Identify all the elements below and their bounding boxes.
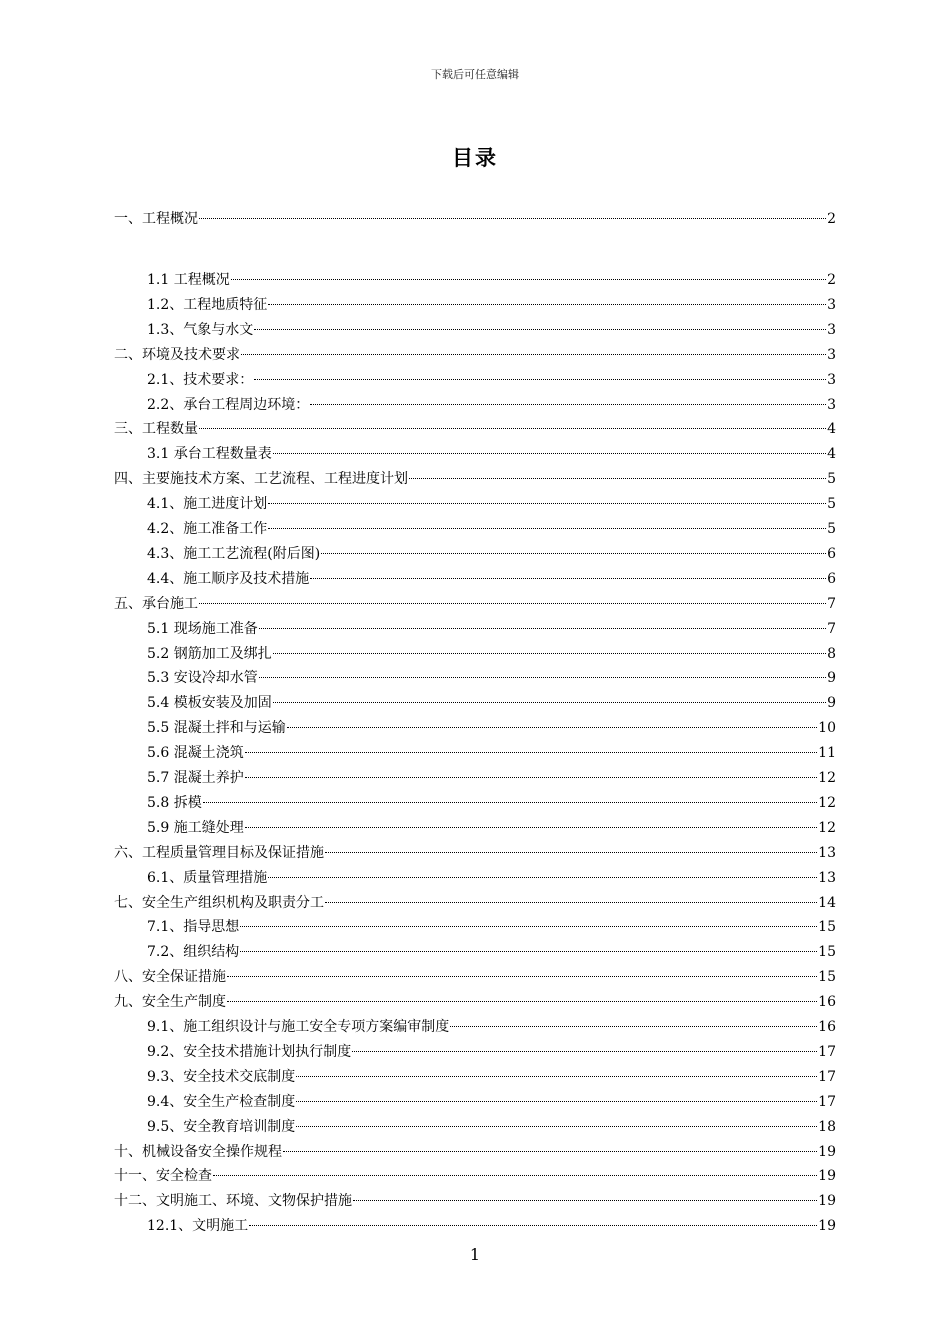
- toc-entry[interactable]: [147, 569, 836, 589]
- toc-entry-label: 9.5、安全教育培训制度: [147, 1118, 296, 1135]
- toc-entry-label: 5.5 混凝土拌和与运输: [147, 720, 286, 737]
- toc-dot-leader: [245, 777, 817, 778]
- toc-entry[interactable]: [114, 469, 836, 489]
- toc-entry-page: 14: [818, 894, 836, 911]
- toc-entry-label: 2.2、承台工程周边环境：: [147, 396, 310, 413]
- toc-entry-label: 十二、文明施工、环境、文物保护措施: [114, 1193, 352, 1210]
- toc-entry-page: 10: [818, 720, 836, 737]
- toc-dot-leader: [231, 279, 826, 280]
- toc-dot-leader: [353, 1200, 817, 1201]
- toc-entry[interactable]: [147, 295, 836, 315]
- toc-entry[interactable]: [147, 644, 836, 664]
- toc-entry-label: 十、机械设备安全操作规程: [114, 1143, 282, 1160]
- toc-entry[interactable]: [147, 270, 836, 290]
- toc-entry-page: 17: [818, 1068, 836, 1085]
- toc-entry[interactable]: [114, 992, 836, 1012]
- toc-entry-page: 19: [818, 1193, 836, 1210]
- toc-entry[interactable]: [147, 743, 836, 763]
- toc-entry-label: 4.1、施工进度计划: [147, 496, 268, 513]
- toc-entry-page: 7: [827, 620, 836, 637]
- toc-entry-page: 15: [818, 969, 836, 986]
- toc-dot-leader: [296, 1126, 817, 1127]
- toc-entry-label: 4.3、施工工艺流程(附后图): [147, 545, 321, 562]
- toc-entry-label: 六、工程质量管理目标及保证措施: [114, 844, 324, 861]
- toc-entry[interactable]: [114, 209, 836, 229]
- toc-dot-leader: [268, 528, 826, 529]
- toc-entry-page: 19: [818, 1143, 836, 1160]
- toc-entry[interactable]: [114, 967, 836, 987]
- toc-entry[interactable]: [147, 1092, 836, 1112]
- toc-dot-leader: [296, 1101, 817, 1102]
- toc-entry-label: 7.1、指导思想: [147, 919, 240, 936]
- toc-entry[interactable]: [147, 818, 836, 838]
- toc-entry[interactable]: [114, 843, 836, 863]
- toc-dot-leader: [259, 677, 826, 678]
- toc-entry-label: 5.4 模板安装及加固: [147, 695, 272, 712]
- toc-entry-page: 8: [827, 645, 836, 662]
- toc-entry-page: 12: [818, 819, 836, 836]
- toc-entry-label: 5.7 混凝土养护: [147, 770, 244, 786]
- toc-entry-page: 6: [827, 545, 836, 562]
- toc-entry-label: 6.1、质量管理措施: [147, 869, 268, 886]
- toc-dot-leader: [409, 478, 826, 479]
- toc-entry[interactable]: [147, 519, 836, 539]
- toc-entry-label: 一、工程概况: [114, 211, 198, 227]
- toc-entry-label: 9.3、安全技术交底制度: [147, 1068, 296, 1085]
- toc-entry[interactable]: [147, 395, 836, 415]
- toc-entry[interactable]: [114, 1166, 836, 1186]
- toc-entry-label: 5.3 安设冷却水管: [147, 670, 258, 687]
- toc-dot-leader: [310, 404, 826, 405]
- toc-entry[interactable]: [114, 594, 836, 614]
- toc-entry-page: 13: [818, 844, 836, 861]
- toc-entry-label: 九、安全生产制度: [114, 994, 226, 1011]
- toc-entry-page: 9: [827, 695, 836, 712]
- toc-entry[interactable]: [147, 320, 836, 340]
- toc-entry-page: 3: [827, 396, 836, 413]
- toc-entry[interactable]: [114, 419, 836, 439]
- toc-dot-leader: [268, 877, 817, 878]
- toc-entry-label: 五、承台施工: [114, 595, 198, 612]
- toc-dot-leader: [240, 926, 817, 927]
- toc-entry-label: 4.4、施工顺序及技术措施: [147, 570, 310, 587]
- toc-entry-label: 5.6 混凝土浇筑: [147, 745, 244, 762]
- toc-entry-page: 19: [818, 1218, 836, 1235]
- toc-entry-label: 9.2、安全技术措施计划执行制度: [147, 1043, 352, 1060]
- toc-entry-label: 八、安全保证措施: [114, 969, 226, 986]
- toc-entry-page: 3: [827, 296, 836, 313]
- toc-entry-label: 四、主要施技术方案、工艺流程、工程进度计划: [114, 471, 408, 488]
- page-number: 1: [469, 1245, 481, 1264]
- toc-entry-label: 1.3、气象与水文: [147, 321, 254, 338]
- toc-entry-page: 3: [827, 321, 836, 338]
- toc-dot-leader: [325, 852, 817, 853]
- toc-entry[interactable]: [147, 1017, 836, 1037]
- toc-entry-page: 16: [818, 1019, 836, 1035]
- toc-entry[interactable]: [147, 1042, 836, 1062]
- toc-dot-leader: [325, 902, 817, 903]
- toc-dot-leader: [213, 1175, 817, 1176]
- toc-dot-leader: [287, 727, 817, 728]
- toc-dot-leader: [199, 428, 826, 429]
- toc-entry-label: 4.2、施工准备工作: [147, 521, 268, 537]
- toc-entry-page: 16: [818, 994, 836, 1011]
- toc-entry[interactable]: [147, 444, 836, 464]
- toc-dot-leader: [245, 752, 817, 753]
- toc-entry[interactable]: [147, 668, 836, 688]
- toc-entry-page: 6: [827, 570, 836, 587]
- toc-entry-page: 15: [818, 944, 836, 961]
- toc-entry[interactable]: [114, 893, 836, 913]
- toc-dot-leader: [249, 1225, 817, 1226]
- toc-entry-label: 2.1、技术要求：: [147, 371, 254, 388]
- toc-entry[interactable]: [147, 544, 836, 564]
- toc-dot-leader: [273, 702, 826, 703]
- toc-entry-page: 4: [827, 446, 836, 463]
- toc-dot-leader: [259, 628, 826, 629]
- toc-entry-page: 17: [818, 1043, 836, 1060]
- toc-dot-leader: [450, 1026, 817, 1027]
- toc-entry-label: 5.8 拆模: [147, 794, 202, 811]
- toc-entry-page: 19: [818, 1168, 836, 1185]
- toc-entry-page: 4: [827, 421, 836, 438]
- toc-entry-page: 2: [827, 211, 836, 227]
- toc-entry-page: 2: [827, 272, 836, 288]
- toc-entry-label: 二、环境及技术要求: [114, 346, 240, 363]
- toc-entry-page: 15: [818, 919, 836, 936]
- toc-entry[interactable]: [147, 693, 836, 713]
- toc-entry-page: 12: [818, 794, 836, 811]
- toc-entry[interactable]: [147, 868, 836, 888]
- toc-dot-leader: [203, 802, 817, 803]
- toc-entry-page: 3: [827, 371, 836, 388]
- toc-entry-label: 七、安全生产组织机构及职责分工: [114, 894, 324, 911]
- toc-entry[interactable]: [147, 494, 836, 514]
- toc-dot-leader: [227, 1001, 817, 1002]
- toc-dot-leader: [273, 453, 826, 454]
- toc-entry[interactable]: [147, 619, 836, 639]
- toc-entry[interactable]: [147, 942, 836, 962]
- toc-entry-label: 7.2、组织结构: [147, 944, 240, 961]
- toc-dot-leader: [227, 976, 817, 977]
- toc-entry[interactable]: [147, 917, 836, 937]
- toc-entry-label: 十一、安全检查: [114, 1168, 212, 1185]
- toc-entry-page: 13: [818, 869, 836, 886]
- toc-entry[interactable]: [114, 345, 836, 365]
- toc-dot-leader: [199, 603, 826, 604]
- toc-entry-page: 7: [827, 595, 836, 612]
- toc-entry[interactable]: [147, 768, 836, 788]
- toc-entry-label: 9.4、安全生产检查制度: [147, 1093, 296, 1110]
- toc-dot-leader: [240, 951, 817, 952]
- toc-entry-page: 9: [827, 670, 836, 687]
- toc-dot-leader: [310, 578, 826, 579]
- toc-entry[interactable]: [147, 1117, 836, 1137]
- toc-entry-label: 1.1 工程概况: [147, 272, 230, 288]
- toc-entry-label: 5.2 钢筋加工及绑扎: [147, 645, 272, 662]
- toc-dot-leader: [254, 329, 826, 330]
- toc-entry-page: 11: [818, 745, 836, 762]
- toc-dot-leader: [283, 1151, 817, 1152]
- toc-dot-leader: [321, 553, 826, 554]
- toc-dot-leader: [254, 379, 826, 380]
- toc-entry-page: 5: [827, 471, 836, 488]
- toc-entry-page: 12: [818, 770, 836, 786]
- toc-dot-leader: [245, 827, 817, 828]
- toc-entry[interactable]: [114, 1142, 836, 1162]
- toc-dot-leader: [352, 1051, 817, 1052]
- toc-dot-leader: [296, 1076, 817, 1077]
- toc-dot-leader: [241, 354, 826, 355]
- page-title: 目录: [452, 146, 498, 170]
- toc-entry[interactable]: [114, 1191, 836, 1211]
- toc-entry-label: 3.1 承台工程数量表: [147, 446, 272, 463]
- toc-dot-leader: [199, 218, 826, 219]
- toc-entry[interactable]: [147, 1067, 836, 1087]
- toc-dot-leader: [268, 304, 826, 305]
- toc-entry-page: 18: [818, 1118, 836, 1135]
- toc-entry-label: 9.1、施工组织设计与施工安全专项方案编审制度: [147, 1019, 450, 1035]
- toc-entry-page: 3: [827, 346, 836, 363]
- header-note: 下载后可任意编辑: [431, 68, 519, 81]
- toc-entry-label: 三、工程数量: [114, 421, 198, 438]
- toc-entry[interactable]: [147, 718, 836, 738]
- toc-entry-label: 5.1 现场施工准备: [147, 620, 258, 637]
- toc-entry-page: 5: [827, 521, 836, 537]
- toc-entry-label: 12.1、文明施工: [147, 1218, 249, 1235]
- toc-entry[interactable]: [147, 1216, 836, 1236]
- toc-dot-leader: [268, 503, 826, 504]
- toc-entry-page: 17: [818, 1093, 836, 1110]
- toc-entry-label: 5.9 施工缝处理: [147, 819, 244, 836]
- toc-dot-leader: [273, 653, 826, 654]
- toc-entry-label: 1.2、工程地质特征: [147, 296, 268, 313]
- toc-entry[interactable]: [147, 370, 836, 390]
- toc-entry-page: 5: [827, 496, 836, 513]
- toc-entry[interactable]: [147, 793, 836, 813]
